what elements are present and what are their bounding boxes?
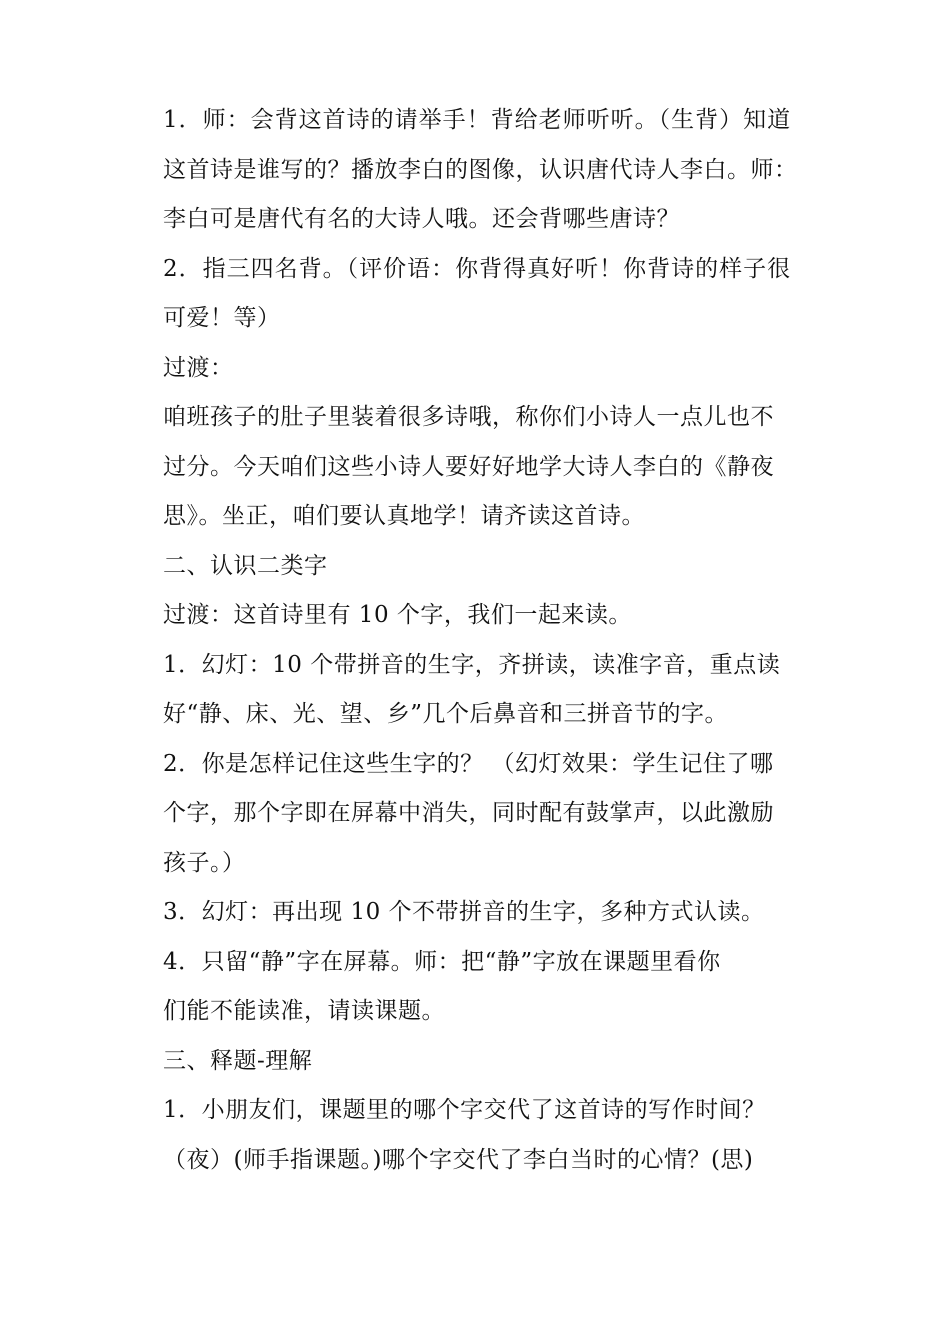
text-line: 2．指三四名背。（评价语：你背得真好听！你背诗的样子很 bbox=[163, 255, 792, 282]
document-body bbox=[163, 96, 803, 1185]
text-line: 李白可是唐代有名的大诗人哦。还会背哪些唐诗？ bbox=[163, 206, 680, 232]
text-line: 咱班孩子的肚子里装着很多诗哦，称你们小诗人一点儿也不 bbox=[163, 404, 774, 430]
text-line: 可爱！等） bbox=[163, 305, 281, 331]
text-line: 孩子。） bbox=[163, 849, 246, 876]
text-line: 这首诗是谁写的？播放李白的图像，认识唐代诗人李白。师： bbox=[163, 156, 798, 183]
text-line: 2．你是怎样记住这些生字的？ （幻灯效果：学生记住了哪 bbox=[163, 750, 774, 777]
text-line: 1．师：会背这首诗的请举手！背给老师听听。（生背）知道 bbox=[163, 107, 792, 133]
text-line: 过渡： bbox=[163, 354, 234, 381]
section-heading: 三、释题-理解 bbox=[163, 1047, 313, 1074]
section-heading: 二、认识二类字 bbox=[163, 552, 328, 579]
text-line: 1．小朋友们，课题里的哪个字交代了这首诗的写作时间？ bbox=[163, 1097, 766, 1123]
text-line: （夜）(师手指课题。)哪个字交代了李白当时的心情？(思) bbox=[163, 1146, 754, 1173]
text-line: 4．只留“静”字在屏幕。师：把“静”字放在课题里看你 bbox=[163, 948, 721, 975]
text-line: 好“静、床、光、望、乡”几个后鼻音和三拼音节的字。 bbox=[163, 701, 729, 727]
text-line: 3．幻灯：再出现 10 个不带拼音的生字，多种方式认读。 bbox=[163, 899, 765, 925]
text-line: 思》。坐正，咱们要认真地学！请齐读这首诗。 bbox=[163, 503, 645, 529]
text-line: 个字，那个字即在屏幕中消失，同时配有鼓掌声，以此激励 bbox=[163, 800, 774, 826]
text-line: 们能不能读准，请读课题。 bbox=[163, 998, 445, 1024]
text-line: 1．幻灯：10 个带拼音的生字，齐拼读，读准字音，重点读 bbox=[163, 651, 781, 678]
text-line: 过分。今天咱们这些小诗人要好好地学大诗人李白的《静夜 bbox=[163, 453, 774, 480]
text-line: 过渡：这首诗里有 10 个字，我们一起来读。 bbox=[163, 602, 632, 628]
